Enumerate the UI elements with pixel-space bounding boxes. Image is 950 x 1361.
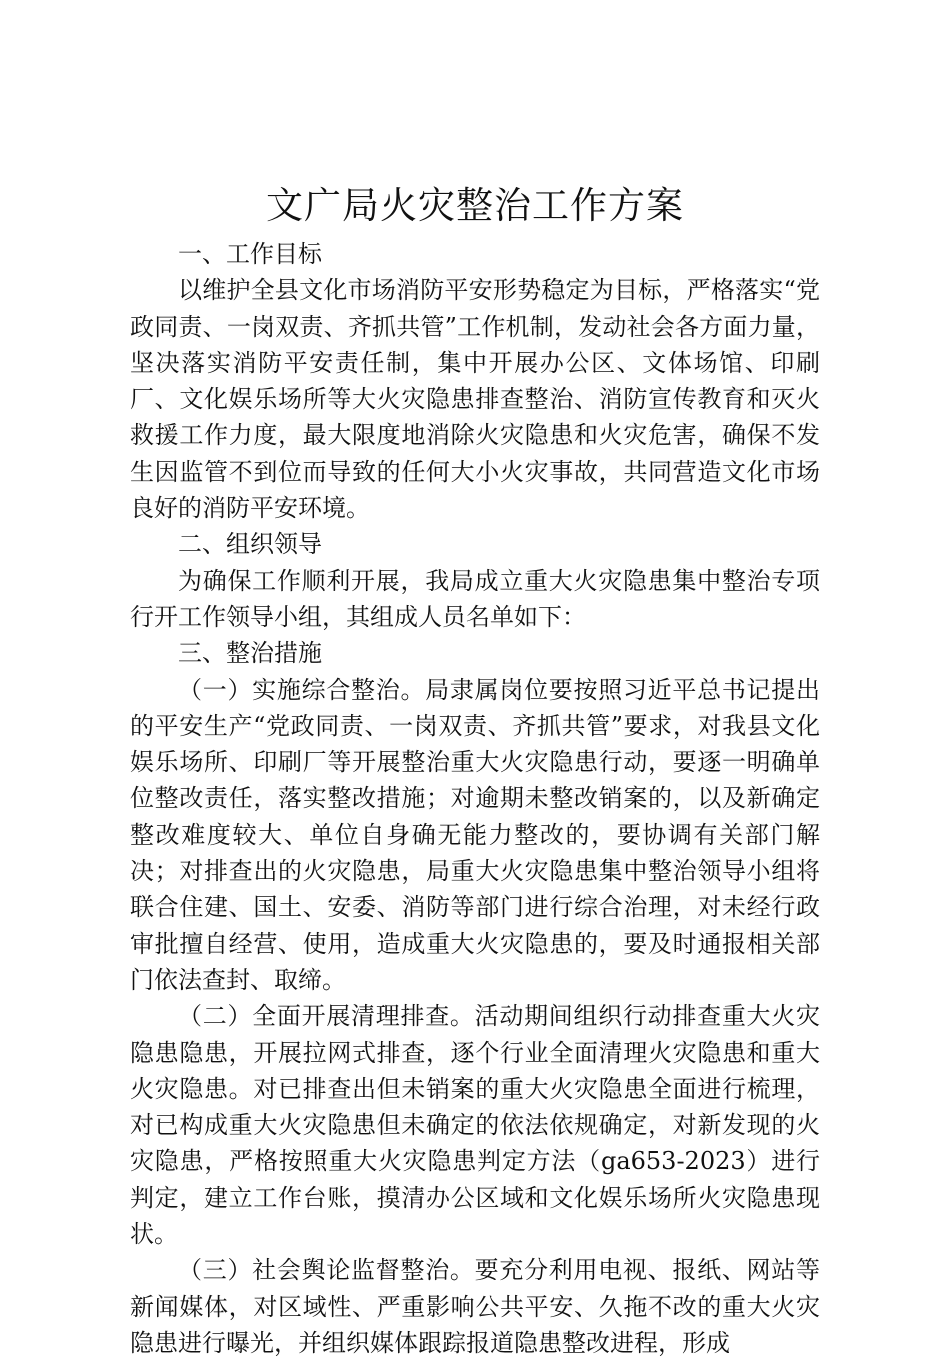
paragraph-organization: 为确保工作顺利开展，我局成立重大火灾隐患集中整治专项行开工作领导小组，其组成人员名单如下： xyxy=(130,566,820,631)
section-heading-organization: 二、组织领导 xyxy=(178,530,322,559)
section-heading-measures: 三、整治措施 xyxy=(178,639,322,668)
document-body xyxy=(130,236,820,1361)
section-heading-goals: 一、工作目标 xyxy=(178,240,322,268)
document-title: 文广局火灾整治工作方案 xyxy=(266,184,684,227)
paragraph-measure-3: （三）社会舆论监督整治。要充分利用电视、报纸、网站等新闻媒体，对区域性、严重影响公共平安、久拖不改的重大火灾隐患进行曝光，并组织媒体跟踪报道隐患整改进程，形成 xyxy=(130,1256,820,1357)
paragraph-measure-1: （一）实施综合整治。局隶属岗位要按照习近平总书记提出的平安生产“党政同责、一岗双责、齐抓共管”要求，对我县文化娱乐场所、印刷厂等开展整治重大火灾隐患行动，要逐一明确单位整改责任，落实整改措施；对逾期未整改销案的，以及新确定整改难度较大、单位自身确无能力整改的，要协调有关部门解决；对排查出的火灾隐患，局重大火灾隐患集中整治领导小组将联合住建、国土、安委、消防等部门进行综合治理，对未经行政审批擅自经营、使用，造成重大火灾隐患的，要及时通报相关部门依法查封、取缔。 xyxy=(130,675,820,994)
paragraph-goals: 以维护全县文化市场消防平安形势稳定为目标，严格落实“党政同责、一岗双责、齐抓共管”工作机制，发动社会各方面力量，坚决落实消防平安责任制，集中开展办公区、文体场馆、印刷厂、文化娱乐场所等大火灾隐患排查整治、消防宣传教育和灭火救援工作力度，最大限度地消除火灾隐患和火灾危害，确保不发生因监管不到位而导致的任何大小火灾事故，共同营造文化市场良好的消防平安环境。 xyxy=(130,276,820,523)
paragraph-measure-2: （二）全面开展清理排查。活动期间组织行动排查重大火灾隐患隐患，开展拉网式排查，逐个行业全面清理火灾隐患和重大火灾隐患。对已排查出但未销案的重大火灾隐患全面进行梳理，对已构成重大火灾隐患但未确定的依法依规确定，对新发现的火灾隐患，严格按照重大火灾隐患判定方法（ga653-2023）进行判定，建立工作台账，摸清办公区域和文化娱乐场所火灾隐患现状。 xyxy=(130,1002,820,1249)
